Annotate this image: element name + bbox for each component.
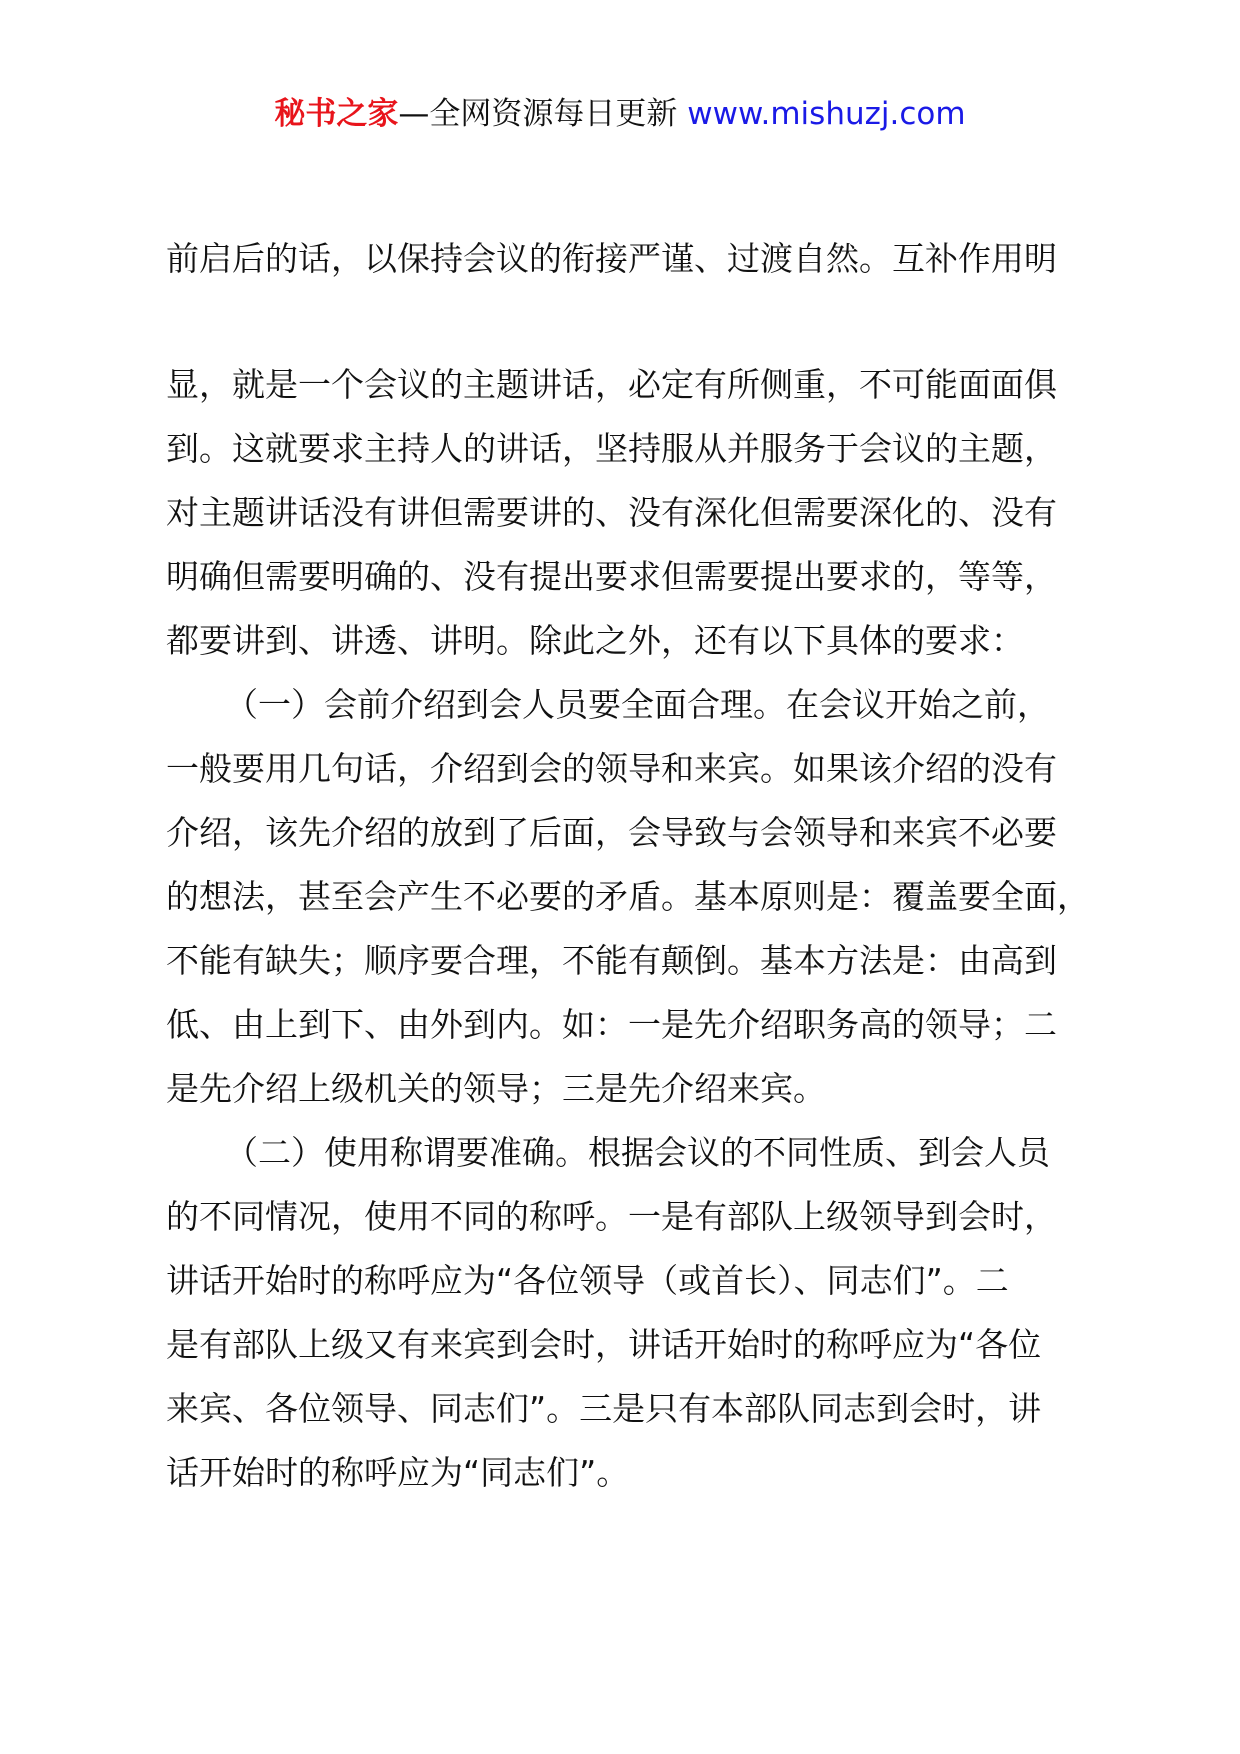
text-line: 不能有缺失；顺序要合理，不能有颠倒。基本方法是：由高到 [166, 941, 1057, 980]
text-line: 低、由上到下、由外到内。如：一是先介绍职务高的领导；二 [166, 1005, 1057, 1044]
text-line: 话开始时的称呼应为“同志们”。 [166, 1453, 630, 1492]
header-tagline: —全网资源每日更新 [398, 96, 678, 132]
site-header [0, 94, 1240, 134]
text-line: 到。这就要求主持人的讲话，坚持服从并服务于会议的主题， [166, 429, 1057, 468]
text-line: （二）使用称谓要准确。根据会议的不同性质、到会人员 [225, 1133, 1050, 1172]
text-line: 来宾、各位领导、同志们”。三是只有本部队同志到会时，讲 [166, 1389, 1042, 1428]
text-line: 是有部队上级又有来宾到会时，讲话开始时的称呼应为“各位 [166, 1325, 1042, 1364]
header-brand: 秘书之家 [274, 96, 399, 132]
text-line: 介绍，该先介绍的放到了后面，会导致与会领导和来宾不必要 [166, 813, 1057, 852]
text-line: 是先介绍上级机关的领导；三是先介绍来宾。 [166, 1069, 826, 1108]
text-line: 都要讲到、讲透、讲明。除此之外，还有以下具体的要求： [166, 621, 1024, 660]
text-line: （一）会前介绍到会人员要全面合理。在会议开始之前， [225, 685, 1050, 724]
text-line: 前启后的话，以保持会议的衔接严谨、过渡自然。互补作用明 [166, 239, 1057, 278]
text-line: 对主题讲话没有讲但需要讲的、没有深化但需要深化的、没有 [166, 493, 1057, 532]
text-line: 显，就是一个会议的主题讲话，必定有所侧重，不可能面面俱 [166, 365, 1057, 404]
text-line: 一般要用几句话，介绍到会的领导和来宾。如果该介绍的没有 [166, 749, 1057, 788]
text-line: 的想法，甚至会产生不必要的矛盾。基本原则是：覆盖要全面， [166, 877, 1090, 916]
text-line: 明确但需要明确的、没有提出要求但需要提出要求的，等等， [166, 557, 1057, 596]
text-line: 讲话开始时的称呼应为“各位领导（或首长）、同志们”。二 [166, 1261, 1009, 1300]
text-line: 的不同情况，使用不同的称呼。一是有部队上级领导到会时， [166, 1197, 1057, 1236]
header-url-link[interactable]: www.mishuzj.com [687, 96, 966, 132]
